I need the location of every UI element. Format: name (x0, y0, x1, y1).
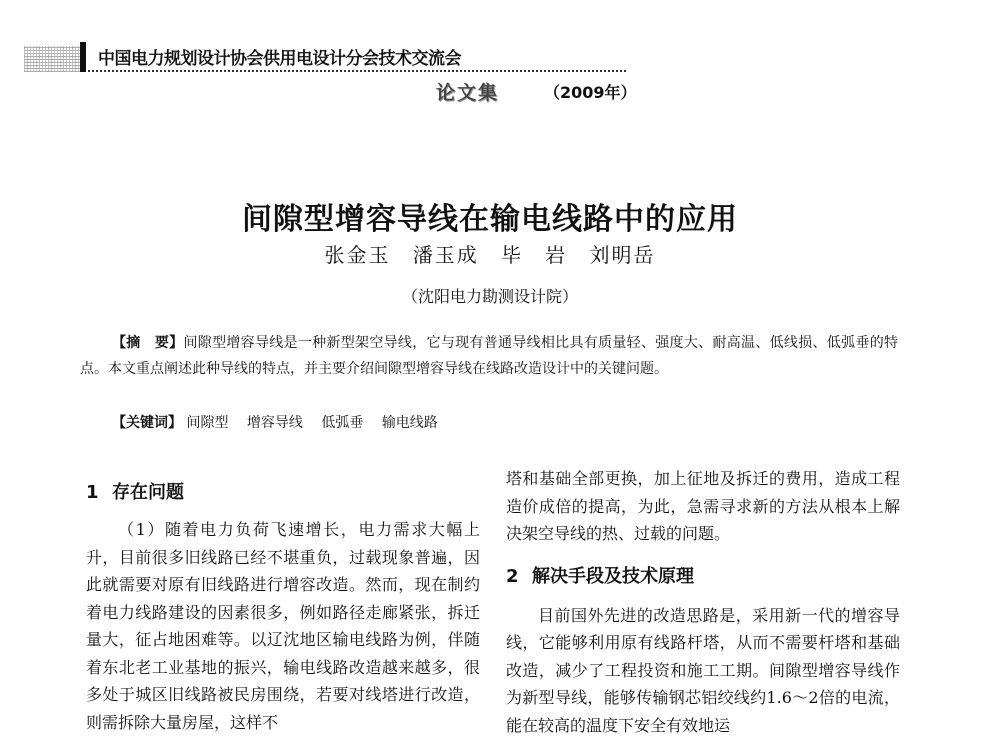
keyword: 输电线路 (382, 415, 438, 431)
header-bar (80, 42, 86, 72)
section-heading-1 (86, 478, 480, 504)
collection-year: （2009年） (544, 80, 637, 103)
abstract (80, 330, 898, 382)
author: 张金玉 (324, 243, 390, 267)
affiliation: （沈阳电力勘测设计院） (0, 284, 980, 307)
header-hatch-decoration (24, 46, 80, 72)
body-paragraph: 目前国外先进的改造思路是，采用新一代的增容导线，它能够利用原有线路杆塔，从而不需要杆塔和基础改造，减少了工程投资和施工工期。间隙型增容导线作为新型导线，能够传输钢芯铝绞线约1.6～2倍的电流，能在较高的温度下安全有效地运 (506, 602, 900, 739)
paper-title: 间隙型增容导线在输电线路中的应用 (0, 194, 980, 238)
section-heading-2 (506, 562, 900, 588)
keywords-label: 【关键词】 (112, 415, 182, 431)
section-title: 存在问题 (112, 482, 184, 503)
author-list (0, 239, 980, 268)
section-title: 解决手段及技术原理 (532, 566, 694, 587)
journal-name: 中国电力规划设计协会供用电设计分会技术交流会 (98, 44, 461, 69)
abstract-label: 【摘 要】 (112, 335, 183, 351)
section-number: 2 (506, 566, 532, 587)
body-paragraph: （1）随着电力负荷飞速增长，电力需求大幅上升，目前很多旧线路已经不堪重负，过载现象普遍，因此就需要对原有旧线路进行增容改造。然而，现在制约着电力线路建设的因素很多，例如路径走廊紧张，拆迁量大，征占地困难等。以辽沈地区输电线路为例，伴随着东北老工业基地的振兴，输电线路改造越来越多，很多处于城区旧线路被民房围绕，若要对线塔进行改造，则需拆除大量房屋，这样不 (86, 516, 480, 736)
collection-label: 论文集 (436, 78, 499, 105)
right-column (506, 465, 900, 739)
header-divider (88, 70, 626, 72)
abstract-text: 间隙型增容导线是一种新型架空导线，它与现有普通导线相比具有质量轻、强度大、耐高温、低线损、低弧垂的特点。本文重点阐述此种导线的特点，并主要介绍间隙型增容导线在线路改造设计中的关键问题。 (80, 335, 898, 377)
author: 毕 岩 (501, 243, 567, 267)
keyword: 增容导线 (247, 415, 303, 431)
body-paragraph-continued: 塔和基础全部更换，加上征地及拆迁的费用，造成工程造价成倍的提高，为此，急需寻求新的方法从根本上解决架空导线的热、过载的问题。 (506, 465, 900, 548)
author: 潘玉成 (413, 243, 479, 267)
section-number: 1 (86, 482, 112, 503)
keywords (112, 412, 452, 432)
keyword: 低弧垂 (321, 415, 363, 431)
keyword: 间隙型 (186, 415, 228, 431)
author: 刘明岳 (590, 243, 656, 267)
left-column (86, 478, 480, 736)
